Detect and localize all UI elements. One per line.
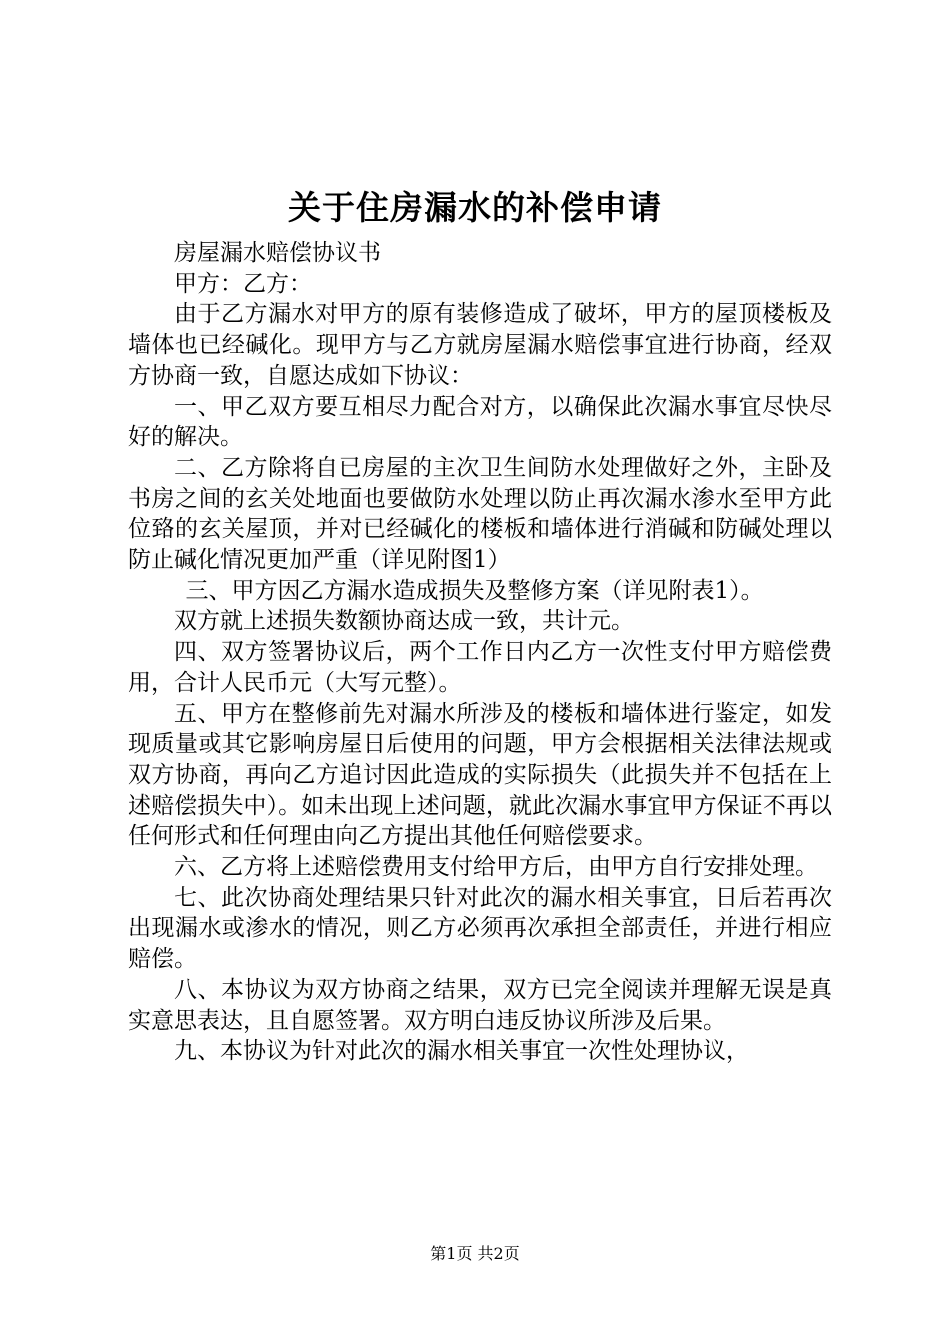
paragraph-clause-3: 三、甲方因乙方漏水造成损失及整修方案（详见附表1）。: [185, 577, 764, 604]
paragraph-intro: 由于乙方漏水对甲方的原有装修造成了破坏，甲方的屋顶楼板及墙体也已经碱化。现甲方与乙方就房屋漏水赔偿事宜进行协商，经双方协商一致，自愿达成如下协议：: [128, 301, 832, 389]
paragraph-clause-9: 九、本协议为针对此次的漏水相关事宜一次性处理协议，: [174, 1038, 749, 1065]
paragraph-clause-2: 二、乙方除将自已房屋的主次卫生间防水处理做好之外，主卧及书房之间的玄关处地面也要做防水处理以防止再次漏水渗水至甲方此位臵的玄关屋顶，并对已经碱化的楼板和墙体进行消碱和防碱处理以防止碱化情况更加严重（详见附图1）: [128, 454, 832, 574]
paragraph-heading: 房屋漏水赔偿协议书: [174, 240, 381, 266]
paragraph-parties: 甲方：乙方：: [174, 270, 312, 297]
paragraph-clause-5: 五、甲方在整修前先对漏水所涉及的楼板和墙体进行鉴定，如发现质量或其它影响房屋日后使用的问题，甲方会根据相关法律法规或双方协商，再向乙方追讨因此造成的实际损失（此损失并不包括在上述赔偿损失中）。如未出现上述问题，就此次漏水事宜甲方保证不再以任何形式和任何理由向乙方提出其他任何赔偿要求。: [128, 700, 832, 850]
paragraph-clause-7: 七、此次协商处理结果只针对此次的漏水相关事宜，日后若再次出现漏水或渗水的情况，则乙方必须再次承担全部责任，并进行相应赔偿。: [128, 884, 832, 973]
paragraph-amount: 双方就上述损失数额协商达成一致，共计元。: [174, 608, 634, 635]
paragraph-clause-6: 六、乙方将上述赔偿费用支付给甲方后，由甲方自行安排处理。: [174, 854, 818, 881]
paragraph-clause-4: 四、双方签署协议后，两个工作日内乙方一次性支付甲方赔偿费用，合计人民币元（大写元整）。: [128, 639, 832, 696]
page-number-footer: 第1页 共2页: [430, 1244, 520, 1263]
paragraph-clause-1: 一、甲乙双方要互相尽力配合对方，以确保此次漏水事宜尽快尽好的解决。: [128, 393, 832, 451]
document-body: [128, 238, 832, 1067]
document-title: 关于住房漏水的补偿申请: [288, 188, 662, 227]
paragraph-clause-8: 八、本协议为双方协商之结果，双方已完全阅读并理解无误是真实意思表达，且自愿签署。双方明白违反协议所涉及后果。: [128, 976, 832, 1034]
